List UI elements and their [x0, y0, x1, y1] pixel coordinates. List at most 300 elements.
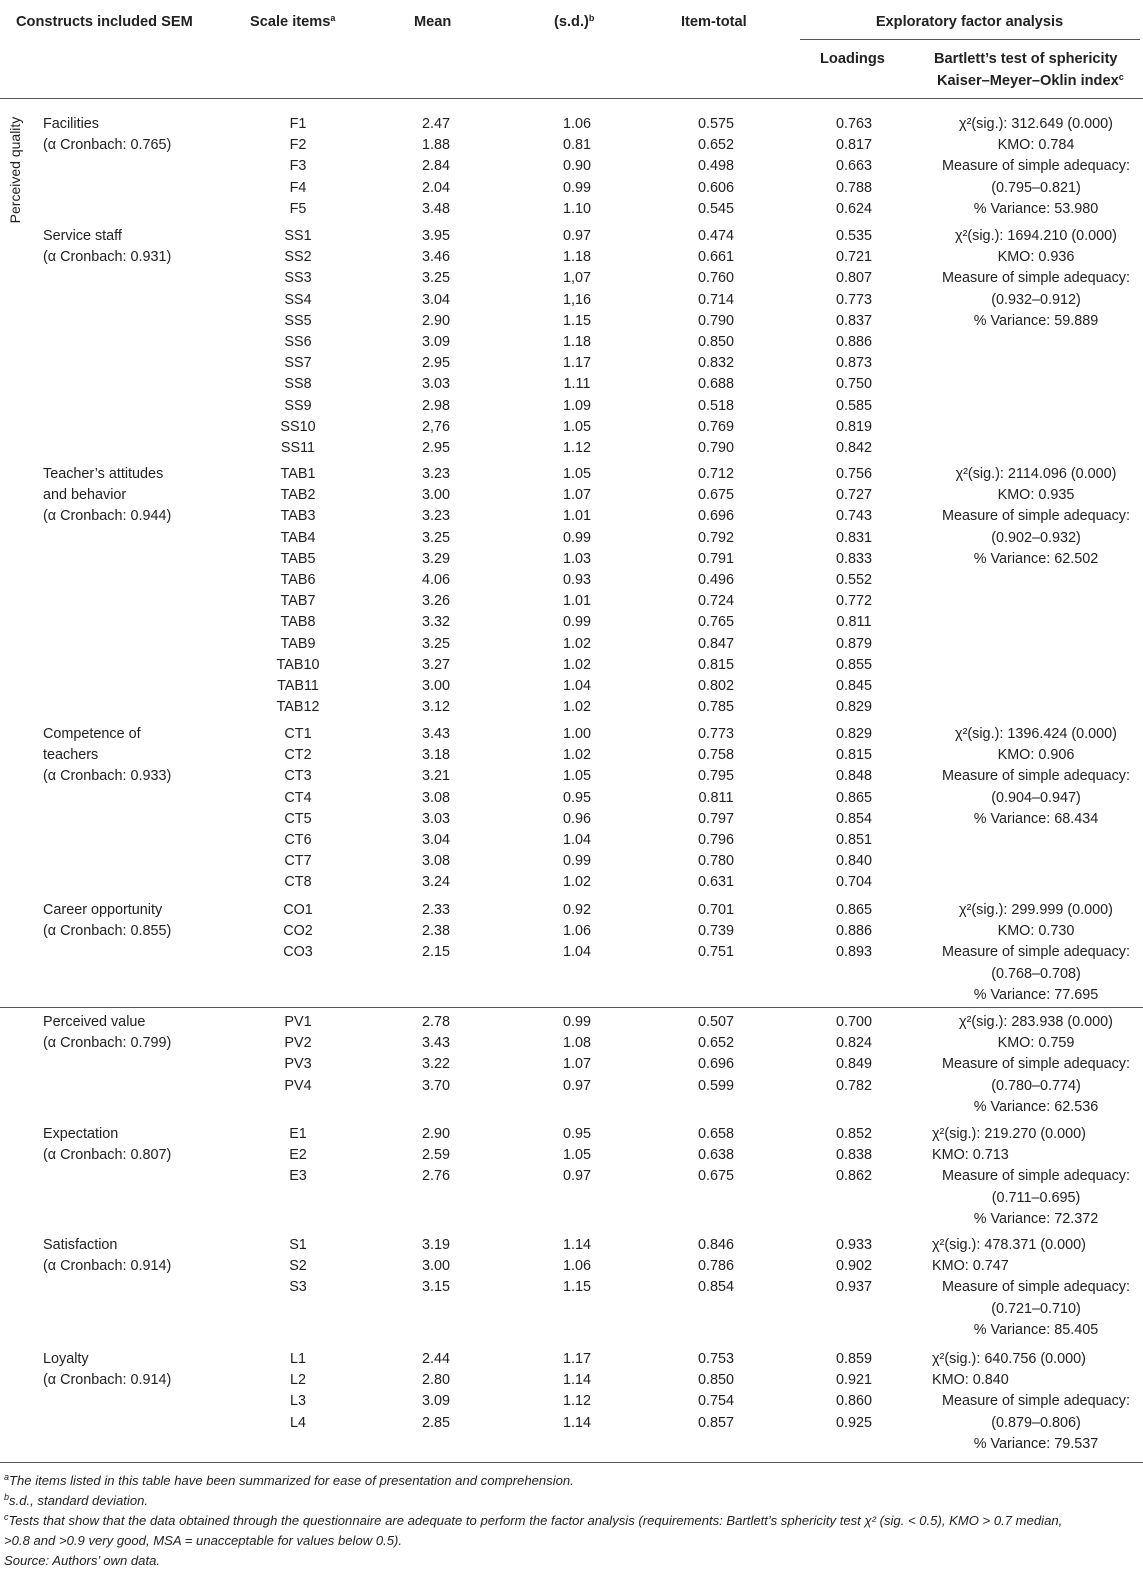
item-total-value: 0.780	[697, 853, 734, 870]
item-total-value: 0.631	[697, 874, 734, 891]
mean-value: 3.18	[421, 747, 450, 764]
sd-value: 1.18	[562, 249, 591, 266]
item-total-value: 0.739	[697, 923, 734, 940]
sd-value: 1.02	[562, 656, 591, 673]
factor-stat-line: (0.904–0.947)	[991, 789, 1081, 806]
loading-value: 0.873	[835, 355, 872, 372]
construct-label: (α Cronbach: 0.931)	[43, 249, 172, 266]
factor-stat-line: Measure of simple adequacy:	[942, 1393, 1130, 1410]
loading-value: 0.833	[835, 550, 872, 567]
scale-item: CO3	[283, 944, 313, 961]
scale-item: TAB12	[276, 699, 320, 716]
mean-value: 3.24	[421, 874, 450, 891]
construct-label: Competence of	[43, 726, 141, 742]
mean-value: 2.15	[421, 944, 450, 961]
scale-item: CT5	[284, 810, 312, 827]
mean-value: 2.33	[421, 902, 450, 918]
sd-value: 1.04	[562, 832, 591, 848]
mean-value: 2.59	[421, 1147, 450, 1164]
mean-value: 2.95	[421, 355, 450, 372]
sd-value: 1.07	[562, 1056, 591, 1073]
loading-value: 0.852	[835, 1126, 872, 1142]
item-total-value: 0.652	[697, 1035, 734, 1052]
sd-value: 1.09	[562, 397, 591, 414]
factor-stat-line: Measure of simple adequacy:	[942, 1056, 1130, 1073]
scale-item: SS7	[284, 355, 312, 372]
sd-value: 0.97	[562, 1168, 591, 1185]
mean-value: 3.00	[421, 487, 450, 504]
sd-value: 1.14	[562, 1414, 591, 1431]
item-total-value: 0.498	[697, 158, 734, 175]
item-total-value: 0.701	[697, 902, 734, 918]
construct-label: (α Cronbach: 0.807)	[43, 1147, 172, 1164]
mean-value: 3.46	[421, 249, 450, 266]
construct-label: Expectation	[43, 1126, 119, 1142]
item-total-value: 0.507	[697, 1014, 734, 1030]
sd-value: 1.06	[562, 1258, 591, 1275]
header-mean: Mean	[414, 14, 452, 30]
mean-value: 2.80	[421, 1372, 450, 1389]
item-total-value: 0.847	[697, 635, 734, 652]
sd-value: 1,16	[562, 291, 591, 308]
sd-value: 1.04	[562, 944, 591, 961]
factor-stat-line: % Variance: 53.980	[973, 200, 1099, 217]
construct-label: (α Cronbach: 0.933)	[43, 768, 172, 785]
loading-value: 0.824	[835, 1035, 872, 1052]
factor-stat-line: χ²(sig.): 299.999 (0.000)	[959, 902, 1113, 918]
sd-value: 0.99	[562, 614, 591, 631]
construct-label: (α Cronbach: 0.855)	[43, 923, 172, 940]
item-total-value: 0.696	[697, 1056, 734, 1073]
scale-item: F5	[289, 200, 307, 217]
construct-label: teachers	[43, 747, 99, 764]
loading-value: 0.886	[835, 334, 872, 350]
mean-value: 3.32	[421, 614, 450, 631]
loading-value: 0.925	[835, 1414, 872, 1431]
scale-item: PV3	[284, 1056, 312, 1073]
header-item-total: Item-total	[681, 14, 747, 30]
item-total-value: 0.658	[697, 1126, 734, 1142]
sd-value: 1.00	[562, 726, 591, 742]
header-sd: $(s.d.)^b$	[554, 13, 595, 30]
loading-value: 0.921	[835, 1372, 872, 1389]
factor-stat-line: % Variance: 59.889	[973, 312, 1099, 329]
item-total-value: 0.792	[697, 529, 734, 546]
construct-label: (α Cronbach: 0.914)	[43, 1258, 172, 1275]
loading-value: 0.937	[835, 1279, 872, 1296]
item-total-value: 0.811	[698, 789, 734, 806]
scale-item: SS1	[284, 228, 312, 244]
scale-item: SS11	[280, 440, 316, 456]
loading-value: 0.854	[835, 810, 872, 827]
scale-item: CT2	[284, 747, 312, 764]
sd-value: 0.97	[562, 228, 591, 244]
mean-value: 3.22	[421, 1056, 450, 1073]
scale-item: CT7	[284, 853, 312, 870]
mean-value: 2.78	[421, 1014, 450, 1030]
item-total-value: 0.754	[697, 1393, 734, 1410]
sd-value: 1.06	[562, 923, 591, 940]
sd-value: 1,07	[562, 270, 591, 287]
item-total-value: 0.606	[697, 179, 734, 196]
factor-stat-line: Measure of simple adequacy:	[942, 508, 1130, 525]
construct-label: (α Cronbach: 0.799)	[43, 1035, 172, 1052]
footnote-a: $^a$The items listed in this table have been summarized for ease of presentation and comprehension.	[4, 1472, 574, 1488]
mean-value: 3.03	[421, 376, 450, 393]
item-total-value: 0.773	[697, 726, 734, 742]
factor-stat-line: χ²(sig.): 219.270 (0.000)	[932, 1126, 1086, 1142]
header-bartlett-1: Bartlett’s test of sphericity	[934, 51, 1118, 67]
item-total-value: 0.791	[697, 550, 734, 567]
item-total-value: 0.688	[697, 376, 734, 393]
factor-stat-line: KMO: 0.935	[997, 487, 1075, 504]
loading-value: 0.704	[835, 874, 872, 891]
table-bottom-rule	[0, 1462, 1143, 1463]
construct-label: (α Cronbach: 0.765)	[43, 137, 172, 154]
mean-value: 3.27	[421, 656, 450, 673]
mean-value: 2.90	[421, 1126, 450, 1142]
mean-value: 3.12	[421, 699, 450, 716]
mean-value: 2.95	[421, 440, 450, 456]
loading-value: 0.879	[835, 635, 872, 652]
factor-stat-line: Measure of simple adequacy:	[942, 1279, 1130, 1296]
scale-item: SS5	[284, 312, 312, 329]
mean-value: 3.29	[421, 550, 450, 567]
scale-item: S1	[289, 1237, 307, 1253]
sd-value: 1.05	[562, 466, 591, 482]
factor-stat-line: (0.768–0.708)	[991, 965, 1081, 982]
factor-stat-line: KMO: 0.784	[997, 137, 1075, 154]
item-total-value: 0.675	[697, 1168, 734, 1185]
scale-item: F3	[289, 158, 307, 175]
factor-stat-line: % Variance: 77.695	[973, 986, 1099, 1003]
mean-value: 2.38	[421, 923, 450, 940]
mean-value: 3.25	[421, 270, 450, 287]
mean-value: 2.47	[421, 116, 450, 132]
sd-value: 0.99	[562, 1014, 591, 1030]
loading-value: 0.811	[836, 614, 872, 631]
loading-value: 0.865	[835, 902, 872, 918]
sd-value: 1.15	[562, 1279, 591, 1296]
loading-value: 0.865	[835, 789, 872, 806]
loading-value: 0.831	[835, 529, 872, 546]
footnote-b: $^b$s.d., standard deviation.	[4, 1492, 149, 1508]
scale-item: CT3	[284, 768, 312, 785]
item-total-value: 0.599	[697, 1077, 734, 1094]
factor-stat-line: (0.795–0.821)	[991, 179, 1081, 196]
item-total-value: 0.796	[697, 832, 734, 848]
sd-value: 0.99	[562, 853, 591, 870]
sd-value: 1.11	[563, 376, 591, 393]
scale-item: TAB5	[280, 550, 316, 567]
factor-stat-line: % Variance: 85.405	[973, 1321, 1099, 1338]
loading-value: 0.585	[835, 397, 872, 414]
mean-value: 3.21	[421, 768, 450, 785]
factor-stat-line: % Variance: 62.536	[973, 1098, 1099, 1115]
construct-label: Teacher’s attitudes	[43, 466, 164, 482]
sd-value: 1.17	[562, 1351, 591, 1367]
scale-item: TAB10	[276, 656, 320, 673]
factor-stat-line: % Variance: 68.434	[973, 810, 1099, 827]
factor-stat-line: χ²(sig.): 2114.096 (0.000)	[955, 466, 1117, 482]
loading-value: 0.862	[835, 1168, 872, 1185]
loading-value: 0.860	[835, 1393, 872, 1410]
sd-value: 1.02	[562, 699, 591, 716]
sd-value: 0.81	[562, 137, 591, 154]
scale-item: SS10	[280, 418, 316, 435]
scale-item: L3	[289, 1393, 306, 1410]
item-total-value: 0.714	[697, 291, 734, 308]
scale-item: E1	[289, 1126, 307, 1142]
item-total-value: 0.790	[697, 312, 734, 329]
factor-stat-line: χ²(sig.): 312.649 (0.000)	[959, 116, 1113, 132]
item-total-value: 0.758	[697, 747, 734, 764]
item-total-value: 0.769	[697, 418, 734, 435]
sd-value: 1.05	[562, 418, 591, 435]
loading-value: 0.756	[835, 466, 872, 482]
mean-value: 3.43	[421, 1035, 450, 1052]
efa-underline	[800, 39, 1140, 40]
scale-item: L4	[289, 1414, 306, 1431]
factor-stat-line: % Variance: 62.502	[973, 550, 1099, 567]
item-total-value: 0.638	[697, 1147, 734, 1164]
loading-value: 0.552	[835, 572, 872, 588]
factor-stat-line: KMO: 0.906	[997, 747, 1075, 764]
mean-value: 3.19	[421, 1237, 450, 1253]
factor-stat-line: Measure of simple adequacy:	[942, 768, 1130, 785]
item-total-value: 0.575	[697, 116, 734, 132]
scale-item: SS6	[284, 334, 312, 350]
mean-value: 3.03	[421, 810, 450, 827]
header-constructs: Constructs included SEM	[16, 14, 193, 30]
mean-value: 1.88	[421, 137, 450, 154]
mean-value: 2.84	[421, 158, 450, 175]
sd-value: 1.06	[562, 116, 591, 132]
sd-value: 1.17	[562, 355, 591, 372]
scale-item: TAB6	[280, 572, 316, 588]
loading-value: 0.838	[835, 1147, 872, 1164]
loading-value: 0.902	[835, 1258, 872, 1275]
item-total-value: 0.832	[697, 355, 734, 372]
scale-item: S3	[289, 1279, 307, 1296]
scale-item: CT1	[284, 726, 312, 742]
item-total-value: 0.652	[697, 137, 734, 154]
mean-value: 2.04	[421, 179, 450, 196]
scale-item: TAB9	[280, 635, 316, 652]
scale-item: TAB1	[280, 466, 316, 482]
mean-value: 3.00	[421, 1258, 450, 1275]
loading-value: 0.727	[835, 487, 872, 504]
loading-value: 0.893	[835, 944, 872, 961]
loading-value: 0.624	[835, 200, 872, 217]
scale-item: CT8	[284, 874, 312, 891]
loading-value: 0.773	[835, 291, 872, 308]
factor-stat-line: KMO: 0.713	[932, 1147, 1009, 1164]
mean-value: 3.04	[421, 832, 450, 848]
scale-item: S2	[289, 1258, 307, 1275]
loading-value: 0.837	[835, 312, 872, 329]
mean-value: 3.09	[421, 334, 450, 350]
scale-item: TAB3	[280, 508, 316, 525]
sd-value: 0.92	[562, 902, 591, 918]
scale-item: TAB11	[277, 678, 319, 694]
loading-value: 0.788	[835, 179, 872, 196]
sd-value: 1.07	[562, 487, 591, 504]
sd-value: 1.04	[562, 678, 591, 694]
mean-value: 3.08	[421, 853, 450, 870]
item-total-value: 0.790	[697, 440, 734, 456]
header-bartlett-2: Kaiser–Meyer–Oklin index$^c$	[937, 72, 1124, 89]
mean-value: 3.43	[421, 726, 450, 742]
mean-value: 3.26	[421, 593, 450, 610]
scale-item: F4	[289, 179, 307, 196]
header-loadings: Loadings	[820, 51, 885, 67]
mean-value: 3.95	[421, 228, 450, 244]
sd-value: 1.18	[562, 334, 591, 350]
loading-value: 0.855	[835, 656, 872, 673]
construct-label: (α Cronbach: 0.914)	[43, 1372, 172, 1389]
scale-item: TAB2	[280, 487, 316, 504]
scale-item: SS9	[284, 397, 312, 414]
sd-value: 1.01	[562, 508, 591, 525]
item-total-value: 0.850	[697, 334, 734, 350]
sd-value: 0.93	[562, 572, 591, 588]
scale-item: E2	[289, 1147, 307, 1164]
item-total-value: 0.797	[697, 810, 734, 827]
mean-value: 2.76	[421, 1168, 450, 1185]
loading-value: 0.807	[835, 270, 872, 287]
mean-value: 3.00	[421, 678, 450, 694]
loading-value: 0.743	[835, 508, 872, 525]
scale-item: L1	[289, 1351, 306, 1367]
sd-value: 1.05	[562, 768, 591, 785]
mean-value: 2,76	[421, 418, 450, 435]
factor-stat-line: (0.902–0.932)	[991, 529, 1081, 546]
scale-item: TAB4	[280, 529, 316, 546]
header-efa: Exploratory factor analysis	[875, 14, 1064, 30]
item-total-value: 0.795	[697, 768, 734, 785]
scale-item: SS2	[284, 249, 312, 266]
construct-label: Satisfaction	[43, 1237, 118, 1253]
loading-value: 0.842	[835, 440, 872, 456]
factor-stat-line: Measure of simple adequacy:	[942, 944, 1130, 961]
mean-value: 3.25	[421, 635, 450, 652]
header-scale-items: Scale items$^a$	[250, 13, 336, 30]
footnote-source: Source: Authors’ own data.	[4, 1553, 161, 1568]
item-total-value: 0.760	[697, 270, 734, 287]
item-total-value: 0.802	[697, 678, 734, 694]
sd-value: 0.97	[562, 1077, 591, 1094]
sd-value: 1.02	[562, 874, 591, 891]
loading-value: 0.721	[835, 249, 872, 266]
item-total-value: 0.696	[697, 508, 734, 525]
factor-stat-line: χ²(sig.): 1396.424 (0.000)	[955, 726, 1117, 742]
footnote-c-continued: >0.8 and >0.9 very good, MSA = unacceptable for values below 0.5).	[4, 1533, 403, 1548]
loading-value: 0.782	[835, 1077, 872, 1094]
scale-item: F1	[289, 116, 307, 132]
construct-label: Facilities	[43, 116, 99, 132]
loading-value: 0.845	[835, 678, 872, 694]
loading-value: 0.829	[835, 699, 872, 716]
loading-value: 0.829	[835, 726, 872, 742]
mean-value: 2.90	[421, 312, 450, 329]
sd-value: 1.15	[562, 312, 591, 329]
factor-stat-line: % Variance: 79.537	[973, 1435, 1099, 1452]
loading-value: 0.859	[835, 1351, 872, 1367]
footnote-c: $^c$Tests that show that the data obtained through the questionnaire are adequate to perform the factor analysis (requirements: Bartlett’s sphericity test χ² (sig. < 0.5), KMO > 0.7 median,	[4, 1512, 1063, 1528]
mean-value: 3.23	[421, 508, 450, 525]
factor-stat-line: Measure of simple adequacy:	[942, 158, 1130, 175]
item-total-value: 0.545	[697, 200, 734, 217]
item-total-value: 0.815	[697, 656, 734, 673]
mean-value: 3.23	[421, 466, 450, 482]
item-total-value: 0.857	[697, 1414, 734, 1431]
factor-stat-line: (0.932–0.912)	[991, 291, 1081, 308]
factor-stat-line: KMO: 0.759	[997, 1035, 1075, 1052]
scale-item: PV4	[284, 1077, 312, 1094]
section-rule	[0, 1007, 1143, 1008]
factor-stat-line: % Variance: 72.372	[973, 1210, 1099, 1227]
sd-value: 1.05	[562, 1147, 591, 1164]
item-total-value: 0.712	[697, 466, 734, 482]
factor-stat-line: KMO: 0.936	[997, 249, 1075, 266]
sd-value: 1.10	[562, 200, 591, 217]
sd-value: 0.90	[562, 158, 591, 175]
scale-item: TAB7	[280, 593, 316, 610]
factor-stat-line: (0.879–0.806)	[991, 1414, 1081, 1431]
construct-label: Career opportunity	[43, 902, 163, 918]
item-total-value: 0.786	[697, 1258, 734, 1275]
mean-value: 2.85	[421, 1414, 450, 1431]
item-total-value: 0.854	[697, 1279, 734, 1296]
loading-value: 0.763	[835, 116, 872, 132]
item-total-value: 0.661	[697, 249, 734, 266]
loading-value: 0.819	[835, 418, 872, 435]
item-total-value: 0.724	[697, 593, 734, 610]
mean-value: 4.06	[421, 572, 450, 588]
scale-item: CO1	[283, 902, 313, 918]
sd-value: 0.95	[562, 1126, 591, 1142]
sd-value: 1.14	[562, 1237, 591, 1253]
scale-item: E3	[289, 1168, 307, 1185]
scale-item: F2	[289, 137, 307, 154]
scale-item: L2	[289, 1372, 306, 1389]
sd-value: 1.03	[562, 550, 591, 567]
sd-value: 1.02	[562, 635, 591, 652]
mean-value: 2.98	[421, 397, 450, 414]
sd-value: 1.12	[562, 1393, 591, 1410]
scale-item: SS3	[284, 270, 312, 287]
sd-value: 0.99	[562, 529, 591, 546]
mean-value: 3.25	[421, 529, 450, 546]
scale-item: SS8	[284, 376, 312, 393]
item-total-value: 0.753	[697, 1351, 734, 1367]
construct-label: Loyalty	[43, 1351, 89, 1367]
scale-item: CT6	[284, 832, 312, 848]
scale-item: PV2	[284, 1035, 312, 1052]
construct-label: Perceived value	[43, 1014, 146, 1030]
construct-label: and behavior	[43, 487, 127, 504]
mean-value: 3.70	[421, 1077, 450, 1094]
sd-value: 1.14	[562, 1372, 591, 1389]
sd-value: 0.99	[562, 179, 591, 196]
item-total-value: 0.496	[697, 572, 734, 588]
item-total-value: 0.518	[697, 397, 734, 414]
loading-value: 0.849	[835, 1056, 872, 1073]
mean-value: 3.04	[421, 291, 450, 308]
loading-value: 0.535	[835, 228, 872, 244]
item-total-value: 0.751	[697, 944, 734, 961]
